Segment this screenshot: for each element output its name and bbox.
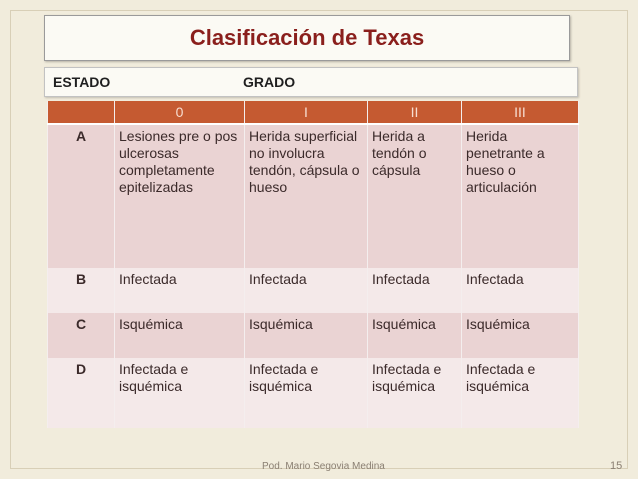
grado-label: GRADO <box>243 74 296 90</box>
slide-title: Clasificación de Texas <box>189 25 425 50</box>
table-row <box>48 358 579 428</box>
grade-header: 0 <box>115 101 245 124</box>
table-cell: Lesiones pre o pos ulcerosas completamente epitelizadas <box>115 124 245 268</box>
estado-cell: D <box>48 358 115 428</box>
table-cell: Isquémica <box>368 313 462 358</box>
estado-cell: A <box>48 124 115 268</box>
grade-header: I <box>245 101 368 124</box>
table-cell: Infectada <box>115 268 245 313</box>
estado-label: ESTADO <box>53 74 111 90</box>
table-cell: Infectada e isquémica <box>462 358 579 428</box>
footer-author: Pod. Mario Segovia Medina <box>262 461 385 472</box>
table-cell: Infectada e isquémica <box>115 358 245 428</box>
table-cell: Isquémica <box>245 313 368 358</box>
estado-cell: B <box>48 268 115 313</box>
table-cell: Herida penetrante a hueso o articulación <box>462 124 579 268</box>
table-row <box>48 313 579 358</box>
table-row <box>48 268 579 313</box>
table-cell: Isquémica <box>115 313 245 358</box>
table-cell: Infectada e isquémica <box>368 358 462 428</box>
table-cell: Infectada <box>368 268 462 313</box>
table-cell: Infectada <box>245 268 368 313</box>
estado-cell: C <box>48 313 115 358</box>
texas-classification-table <box>47 101 579 428</box>
table-cell: Infectada <box>462 268 579 313</box>
table-cell: Herida a tendón o cápsula <box>368 124 462 268</box>
grade-header: III <box>462 101 579 124</box>
table-cell: Isquémica <box>462 313 579 358</box>
grade-header: II <box>368 101 462 124</box>
page-number: 15 <box>610 460 623 472</box>
table-cell: Herida superficial no involucra tendón, cápsula o hueso <box>245 124 368 268</box>
table-cell: Infectada e isquémica <box>245 358 368 428</box>
table-row <box>48 124 579 268</box>
column-group-header <box>44 67 578 97</box>
title-box <box>44 15 570 61</box>
grade-header-row <box>48 101 579 124</box>
grade-header-empty <box>48 101 115 124</box>
